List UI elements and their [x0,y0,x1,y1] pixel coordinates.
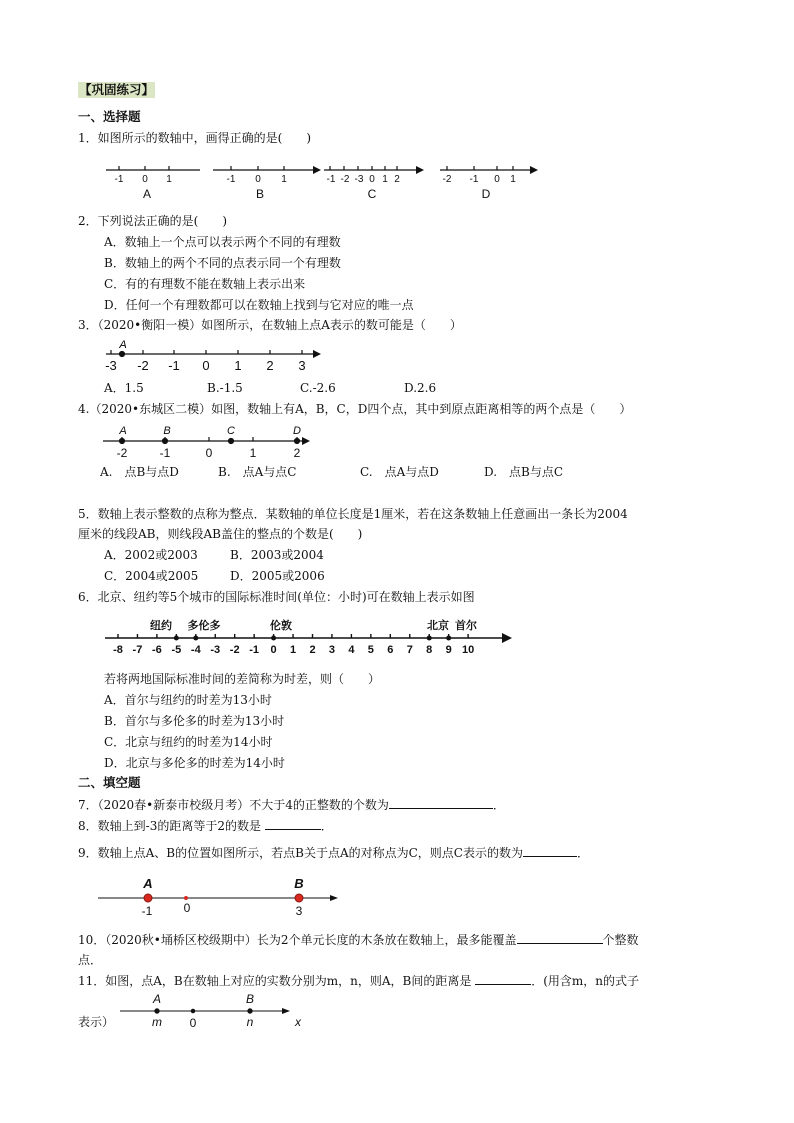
q3-tick: 2 [266,358,274,373]
q6-tick-label: 6 [387,644,394,656]
q2-option-b: B．数轴上的两个不同的点表示同一个有理数 [104,256,341,270]
q6-tick-label: -8 [113,644,123,656]
q4-tick: -2 [116,446,128,460]
q11-line2: 表示） [78,1015,115,1029]
q1c-tick: 1 [382,174,388,185]
q6-city-seoul: 首尔 [455,620,477,632]
q4-option-a: A. 点B与点D [100,465,179,479]
q1d-tick: -2 [442,174,452,185]
q2-option-a: A．数轴上一个点可以表示两个不同的有理数 [104,235,341,249]
section-title: 【巩固练习】 [79,82,155,97]
q3-tick: 3 [298,358,306,373]
q4-option-c: C. 点A与点D [360,465,439,479]
q1c-tick: -2 [340,174,350,185]
q1d-tick: 1 [510,174,516,185]
q1c-tick: 2 [394,174,400,185]
q9-value-b: 3 [295,904,303,918]
q10-line1: 10．（2020秋•埇桥区校级期中）长为2个单元长度的木条放在数轴上，最多能覆盖 [78,933,517,947]
q6-tick-label: 8 [426,644,433,656]
q6-option-d: D．北京与多伦多的时差为14小时 [104,756,285,770]
q10-line2: 点． [78,953,103,967]
q6-tick-label: -2 [229,644,240,656]
q6-tick-label: -4 [190,644,201,656]
q2-option-c: C．有的有理数不能在数轴上表示出来 [104,277,306,291]
q11-line1: 11．如图，点A，B在数轴上对应的实数分别为m，n，则A，B间的距离是 [78,974,472,988]
q6-tick-label: 10 [461,644,475,656]
q6-tick-label: 3 [328,644,336,656]
q4-tick: 1 [249,446,257,460]
q6-tick-label: -1 [249,644,260,656]
q9-value-o: 0 [183,901,191,915]
q9-label-b: B [294,876,304,891]
q1a-tick: -1 [114,174,124,185]
q2-option-d: D．任何一个有理数都可以在数轴上找到与它对应的唯一点 [104,298,414,312]
q6-stem: 6．北京、纽约等5个城市的国际标准时间(单位：小时)可在数轴上表示如图 [78,590,475,604]
part2-heading: 二、填空题 [78,775,141,790]
q11-line1-end: ．(用含m，n的式子 [531,974,639,988]
q4-label-a: A [119,425,127,437]
q6-tick-label: 7 [406,644,413,656]
q3-option-c: C.-2.6 [300,381,336,395]
q8-text: 8．数轴上到-3的距离等于2的数是 [78,819,261,833]
q4-stem: 4.（2020•东城区二模）如图，数轴上有A，B，C，D四个点，其中到原点距离相等的两个点是（ ） [78,402,632,416]
q11-point-a [155,1009,159,1013]
q6-tick-label: 4 [348,644,355,656]
q5-option-d: D．2005或2006 [230,569,325,583]
q1b-tick: 0 [255,174,261,185]
q6-city-toronto: 多伦多 [187,620,221,632]
q6-tick-label: -3 [210,644,221,656]
q4-tick: -1 [159,446,171,460]
q3-point-label: A [119,339,127,351]
q11-label-a: A [152,992,162,1006]
q1-label-d: D [481,187,491,201]
q9-text: 9．数轴上点A、B的位置如图所示，若点B关于点A的对称点为C，则点C表示的数为 [78,846,523,860]
q1a-tick: 0 [142,174,148,185]
q3-tick: -3 [105,358,117,373]
q1c-tick: -1 [326,174,336,185]
q4-tick: 2 [293,446,301,460]
q11-point-b [248,1009,252,1013]
q6-tick-label: 1 [289,644,297,656]
q1-label-c: C [367,187,377,201]
q9-label-a: A [143,876,153,891]
part1-heading: 一、选择题 [78,109,141,124]
q2-stem: 2．下列说法正确的是( ) [78,214,227,228]
q4-option-d: D. 点B与点C [484,465,564,479]
q6-option-b: B．首尔与多伦多的时差为13小时 [104,714,285,728]
q10-line1-end: 个整数 [602,933,639,947]
q11-label-b: B [245,992,255,1006]
q6-tick-label: 9 [445,644,452,656]
q3-tick: -2 [137,358,149,373]
q3-tick: 0 [202,358,210,373]
q7-text: 7．（2020春•新泰市校级月考）不大于4的正整数的个数为 [78,798,389,812]
q1-label-a: A [142,187,152,201]
q6-city-london: 伦敦 [270,620,292,632]
q6-tick-label: -6 [152,644,162,656]
q1b-tick: -1 [226,174,236,185]
q6-city-newyork: 纽约 [150,620,172,632]
q5-option-b: B．2003或2004 [230,548,324,562]
q6-tick-label: 0 [270,644,277,656]
q9-value-a: -1 [141,904,153,918]
q4-tick: 0 [205,446,213,460]
q5-line2: 厘米的线段AB，则线段AB盖住的整点的个数是( ) [78,527,363,541]
q3-option-d: D.2.6 [404,381,437,395]
q1c-tick: -3 [354,174,364,185]
q11-origin-dot [191,1009,195,1013]
q4-option-b: B. 点A与点C [218,465,297,479]
q6-city-beijing: 北京 [427,620,449,632]
q4-label-b: B [163,425,171,437]
q3-option-b: B.-1.5 [207,381,243,395]
q6-tick-label: -5 [171,644,182,656]
q6-tick-label: -7 [132,644,143,656]
q6-tick-label: 5 [367,644,374,656]
q8-end: ． [320,819,333,833]
q3-tick: 1 [234,358,242,373]
q7-end: ． [492,798,505,812]
q1-label-b: B [255,187,265,201]
q1a-tick: 1 [166,174,172,185]
q1c-tick: 0 [369,174,375,185]
q4-label-d: D [293,425,301,437]
q6-option-c: C．北京与纽约的时差为14小时 [104,735,273,749]
q6-option-a: A．首尔与纽约的时差为13小时 [104,693,272,707]
q9-end: ． [576,846,589,860]
q1d-tick: 0 [494,174,500,185]
q11-value-a: m [152,1015,162,1029]
q5-line1: 5．数轴上表示整数的点称为整点．某数轴的单位长度是1厘米，若在这条数轴上任意画出一条长为2004 [78,507,628,521]
q5-option-c: C．2004或2005 [104,569,199,583]
q1b-tick: 1 [281,174,287,185]
q11-value-b: n [246,1015,254,1029]
q6-tick-label: 2 [309,644,316,656]
q4-label-c: C [227,425,235,437]
q11-value-o: 0 [189,1016,197,1030]
q6-sub: 若将两地国际标准时间的差简称为时差，则（ ） [104,672,381,686]
q3-tick: -1 [168,358,180,373]
q5-option-a: A．2002或2003 [104,548,198,562]
q3-option-a: A．1.5 [104,381,144,395]
q1-stem: 1．如图所示的数轴中，画得正确的是( ) [78,131,311,145]
q11-axis-label: x [295,1015,301,1029]
q3-stem: 3．（2020•衡阳一模）如图所示，在数轴上点A表示的数可能是（ ） [78,318,462,332]
q1d-tick: -1 [469,174,479,185]
